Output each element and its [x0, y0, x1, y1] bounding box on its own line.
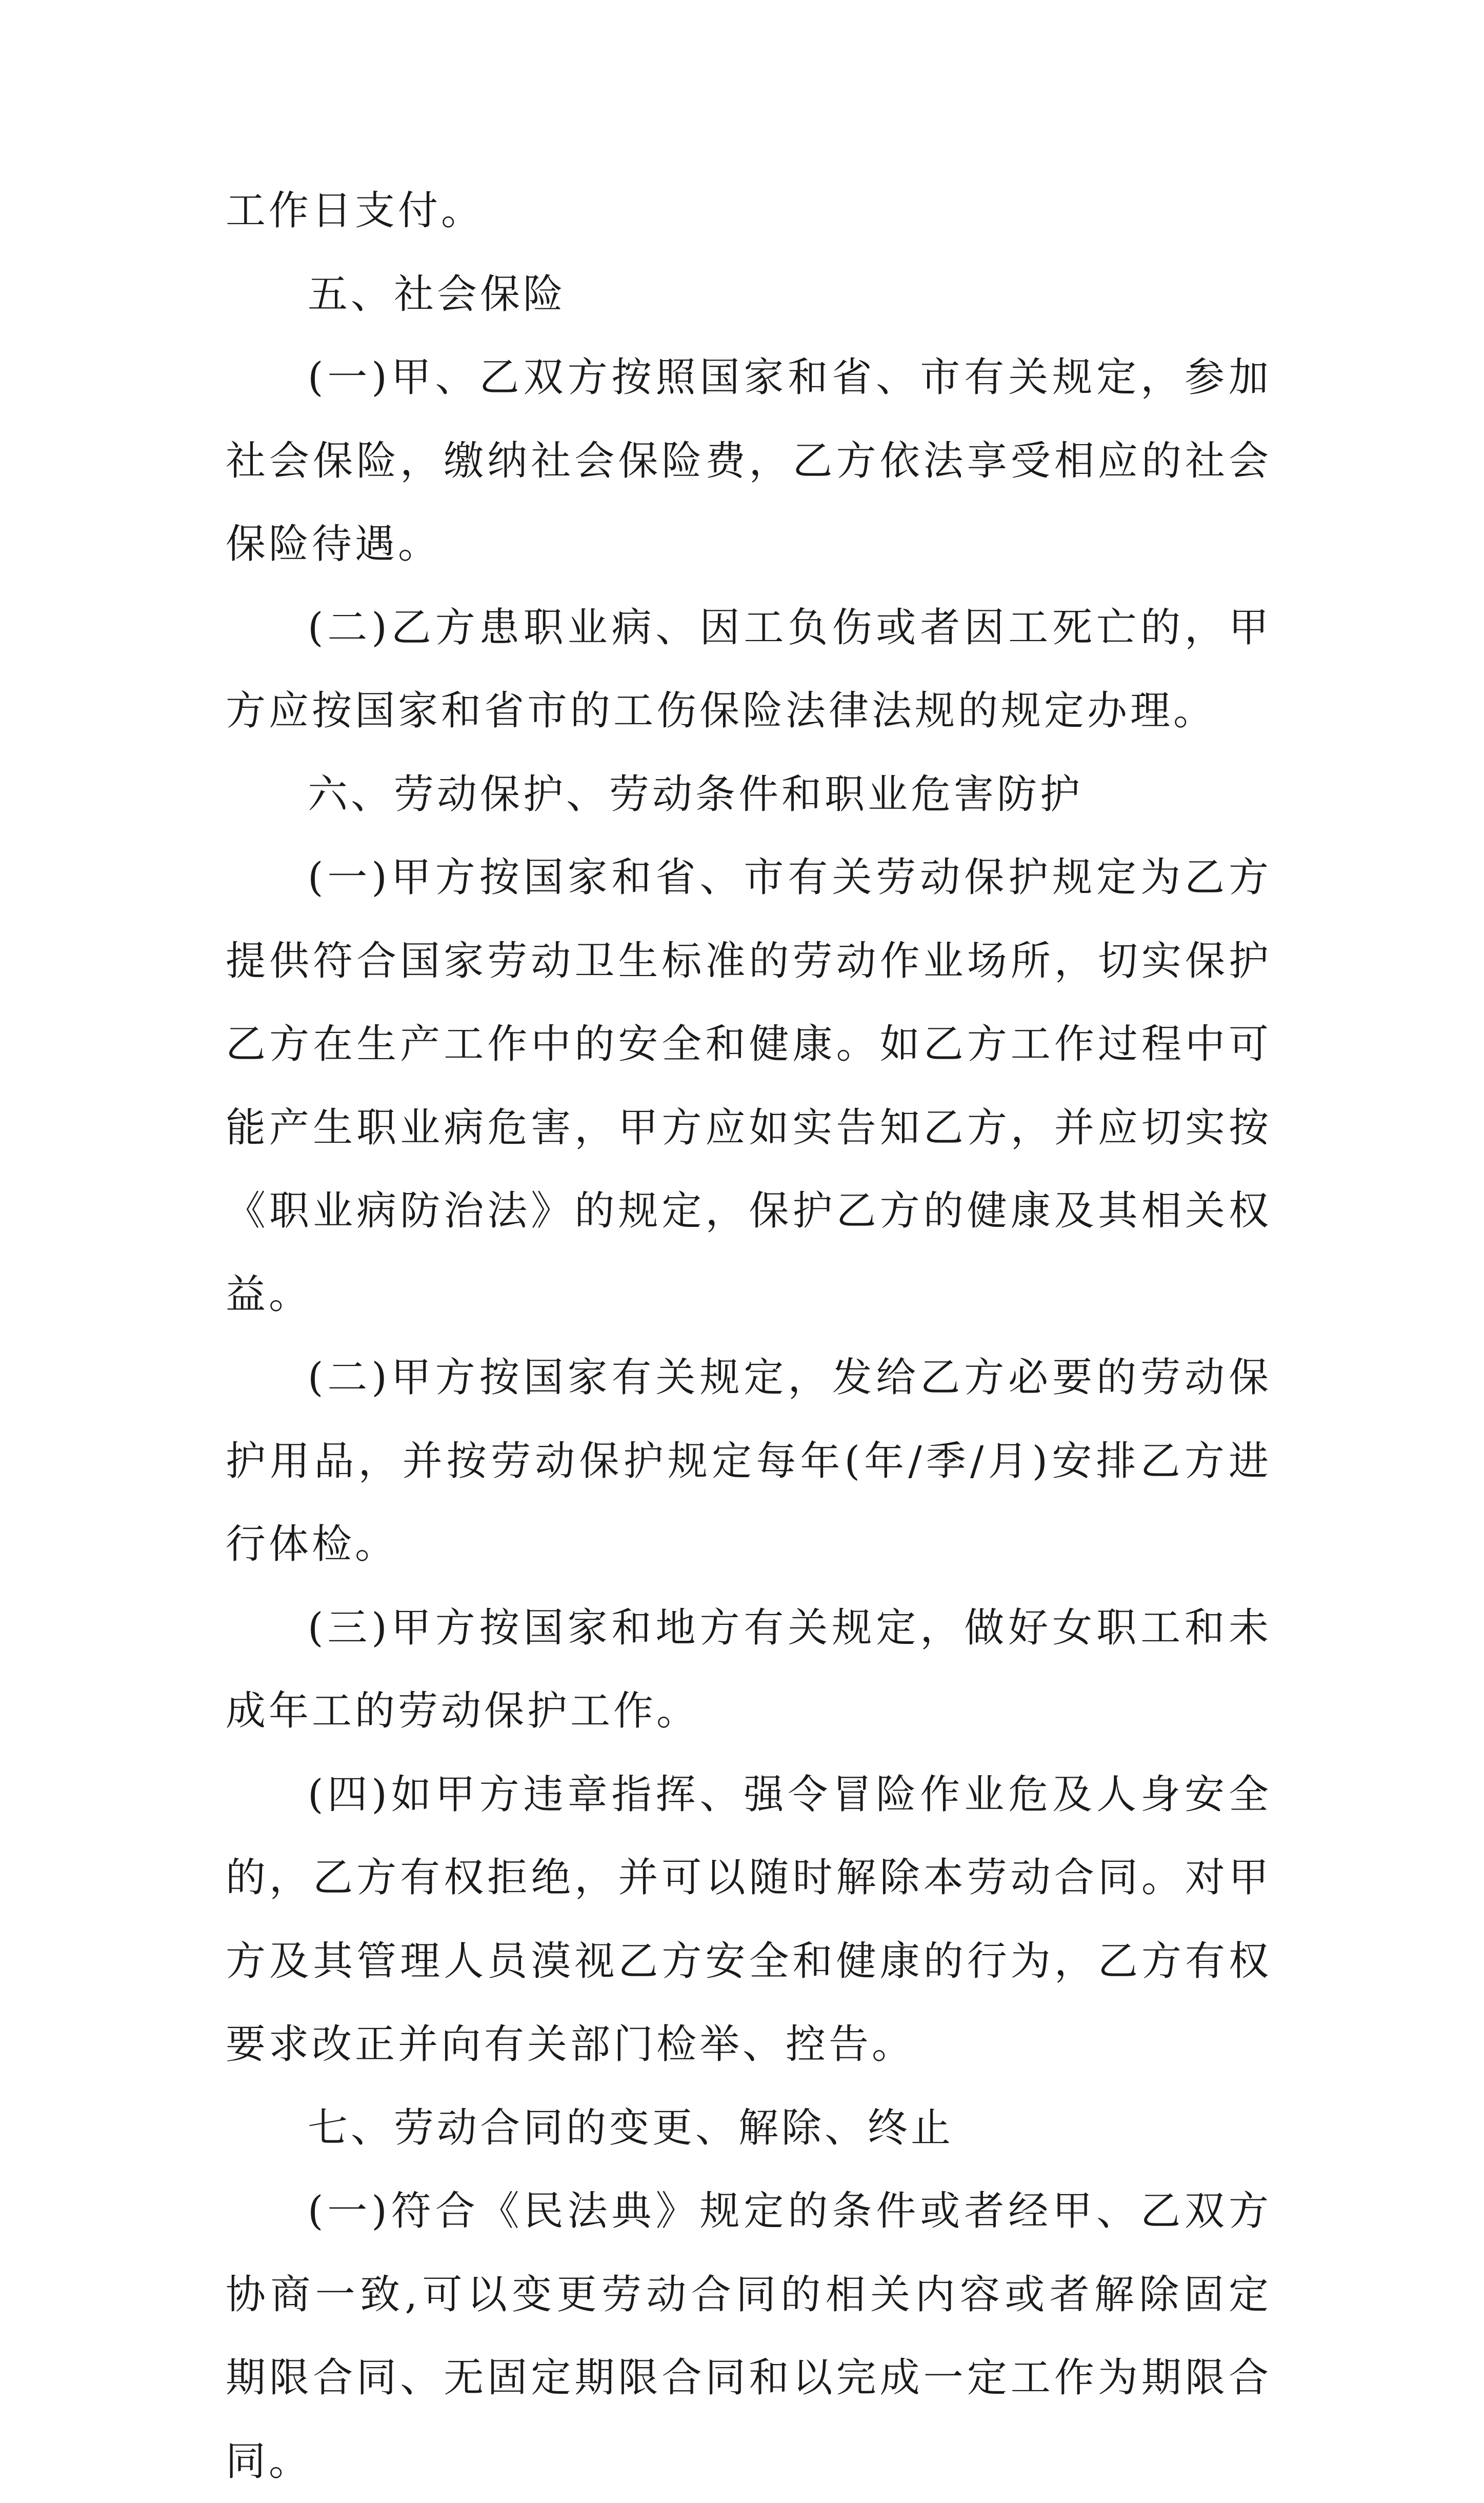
heading-contract-changes: 七、劳动合同的变更、解除、终止 [308, 2104, 954, 2151]
paragraph-protection-1: (一)甲方按国家和省、市有关劳动保护规定为乙方提供符合国家劳动卫生标准的劳动作业场所，切实保护乙方在生产工作中的安全和健康。如乙方工作过程中可能产生职业病危害，甲方应如实告知乙方，并应切实按《职业病防治法》的规定，保护乙方的健康及其相关权益。 [226, 855, 1272, 1318]
paragraph-insurance-1: (一)甲、乙双方按照国家和省、市有关规定，参加社会保险，缴纳社会保险费，乙方依法享受相应的社会保险待遇。 [226, 354, 1272, 567]
heading-labor-protection: 六、劳动保护、劳动条件和职业危害防护 [308, 771, 1084, 818]
paragraph-continuation: 工作日支付。 [226, 188, 485, 234]
document-body [226, 169, 1272, 2503]
paragraph-contract-changes-1: (一)符合《民法典》规定的条件或者经甲、乙双方协商一致,可以变更劳动合同的相关内容或者解除固定期限合同、无固定期限合同和以完成一定工作为期限合同。 [226, 2188, 1272, 2485]
paragraph-protection-2: (二)甲方按国家有关规定，发给乙方必要的劳动保护用品，并按劳动保护规定每年(年/季/月)安排乙方进行体检。 [226, 1355, 1272, 1567]
paragraph-protection-3: (三)甲方按国家和地方有关规定，做好女职工和未成年工的劳动保护工作。 [226, 1604, 1272, 1734]
paragraph-insurance-2: (二)乙方患职业病、因工负伤或者因工死亡的，甲方应按国家和省市的工伤保险法律法规的规定办理。 [226, 604, 1272, 734]
heading-social-insurance: 五、社会保险 [308, 271, 567, 317]
paragraph-protection-4: (四)如甲方违章指挥、强令冒险作业危及人身安全的，乙方有权拒绝，并可以随时解除本劳动合同。对甲方及其管理人员漠视乙方安全和健康的行为，乙方有权要求改正并向有关部门检举、控告。 [226, 1771, 1272, 2068]
